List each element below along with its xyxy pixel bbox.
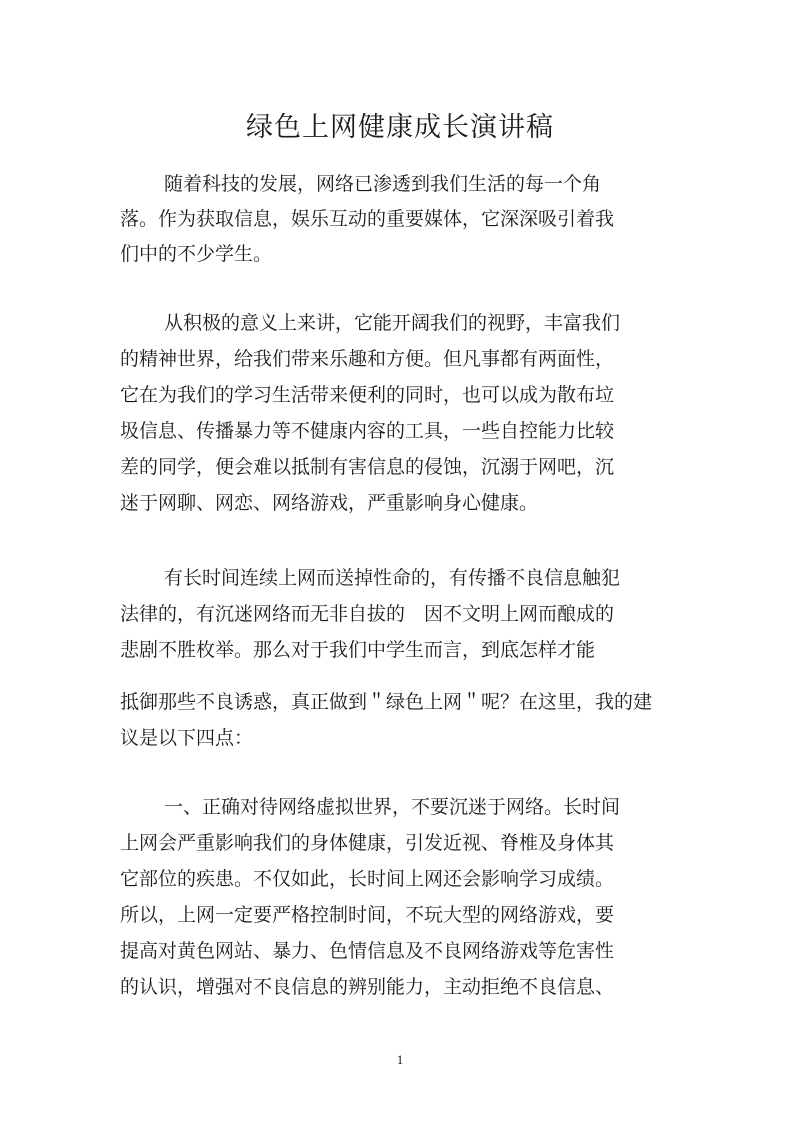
text-line: 的精神世界，给我们带来乐趣和方便。但凡事都有两面性， [120,348,615,370]
text-line: 随着科技的发展，网络已渗透到我们生活的每一个角 [164,173,602,195]
text-line: 议是以下四点： [120,727,254,749]
text-line: 圾信息、传播暴力等不健康内容的工具，一些自控能力比较 [120,420,615,442]
text-line: 悲剧不胜枚举。那么对于我们中学生而言，到底怎样才能 [120,639,596,661]
text-line: 提高对黄色网站、暴力、色情信息及不良网络游戏等危害性 [120,940,615,962]
page-number: 1 [396,1052,404,1067]
text-line: 的认识，增强对不良信息的辨别能力，主动拒绝不良信息、 [120,976,615,998]
text-line: 它在为我们的学习生活带来便利的同时，也可以成为散布垃 [120,384,615,406]
text-line: 它部位的疾患。不仅如此，长时间上网还会影响学习成绩。 [120,868,615,890]
text-line: 上网会严重影响我们的身体健康，引发近视、脊椎及身体其 [120,832,615,854]
text-line: 所以，上网一定要严格控制时间，不玩大型的网络游戏，要 [120,904,615,926]
text-line: 从积极的意义上来讲，它能开阔我们的视野，丰富我们 [164,312,621,334]
text-line: 落。作为获取信息，娱乐互动的重要媒体，它深深吸引着我 [120,208,615,230]
text-line: 一、正确对待网络虚拟世界，不要沉迷于网络。长时间 [164,796,621,818]
document-title: 绿色上网健康成长演讲稿 [246,112,554,143]
text-line: 们中的不少学生。 [120,243,273,265]
text-line: 抵御那些不良诱惑，真正做到＂绿色上网＂呢？在这里，我的建 [120,691,653,713]
text-line: 法律的，有沉迷网络而无非自拔的 因不文明上网而酿成的 [120,603,615,625]
text-line: 有长时间连续上网而送掉性命的，有传播不良信息触犯 [164,567,621,589]
text-line: 差的同学，便会难以抵制有害信息的侵蚀，沉溺于网吧，沉 [120,456,615,478]
text-line: 迷于网聊、网恋、网络游戏，严重影响身心健康。 [120,492,539,514]
